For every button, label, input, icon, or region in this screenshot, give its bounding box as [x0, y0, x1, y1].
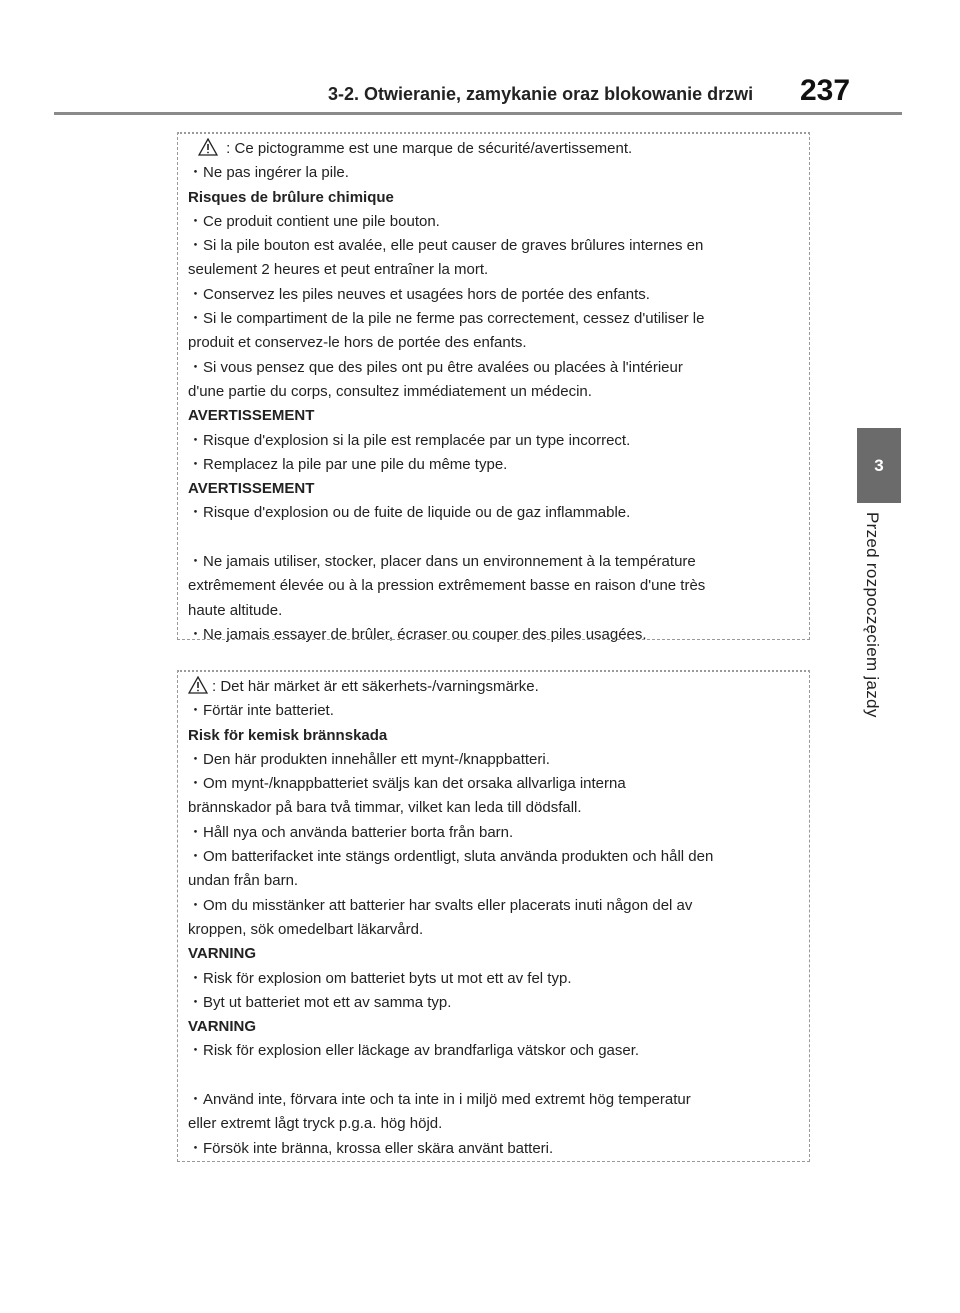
swedish-warning-box	[177, 670, 810, 1162]
warning-symbol-text: : Det här märket är ett säkerhets-/varningsmärke.	[212, 678, 539, 695]
box-line: ・Si vous pensez que des piles ont pu être avalées ou placées à l'intérieur	[188, 358, 683, 376]
box-heading: AVERTISSEMENT	[188, 480, 315, 498]
box-line: ・Förtär inte batteriet.	[188, 702, 334, 720]
box-line: ・Si le compartiment de la pile ne ferme pas correctement, cessez d'utiliser le	[188, 310, 705, 328]
box-line: extrêmement élevée ou à la pression extrêmement basse en raison d'une très	[188, 577, 706, 595]
box-line: ・Si la pile bouton est avalée, elle peut causer de graves brûlures internes en	[188, 237, 704, 255]
box-line: seulement 2 heures et peut entraîner la mort.	[188, 261, 489, 279]
box-line: ・Ce produit contient une pile bouton.	[188, 212, 440, 230]
box-line: ・Byt ut batteriet mot ett av samma typ.	[188, 993, 452, 1011]
box-line: ・Ne pas ingérer la pile.	[188, 164, 349, 182]
box-heading: AVERTISSEMENT	[188, 407, 315, 425]
box-line: ・Använd inte, förvara inte och ta inte in i miljö med extremt hög temperatur	[188, 1091, 691, 1109]
blank-line	[188, 1064, 799, 1088]
box-line: haute altitude.	[188, 601, 283, 619]
section-title: 3-2. Otwieranie, zamykanie oraz blokowanie drzwi	[328, 84, 754, 104]
box-line: produit et conservez-le hors de portée des enfants.	[188, 334, 527, 352]
chapter-title: Przed rozpoczęciem jazdy	[863, 512, 882, 718]
box-line: ・Risk för explosion om batteriet byts ut mot ett av fel typ.	[188, 969, 572, 987]
box-heading: VARNING	[188, 1018, 257, 1036]
box-line: ・Försök inte bränna, krossa eller skära använt batteri.	[188, 1139, 554, 1157]
header-rule	[54, 112, 902, 115]
box-heading: Risk för kemisk brännskada	[188, 726, 388, 744]
box-line: ・Remplacez la pile par une pile du même type.	[188, 455, 508, 473]
box-line	[188, 675, 799, 699]
box-line: eller extremt lågt tryck p.g.a. hög höjd.	[188, 1115, 443, 1133]
page-number: 237	[800, 74, 851, 107]
box-line: ・Ne jamais utiliser, stocker, placer dans un environnement à la température	[188, 553, 696, 571]
box-heading: Risques de brûlure chimique	[188, 188, 394, 206]
box-line: ・Om du misstänker att batterier har svalts eller placerats inuti någon del av	[188, 896, 693, 914]
blank-line	[188, 526, 799, 550]
box-line: brännskador på bara två timmar, vilket kan leda till dödsfall.	[188, 799, 582, 817]
box-line: ・Risk för explosion eller läckage av brandfarliga vätskor och gaser.	[188, 1042, 640, 1060]
box-line: ・Ne jamais essayer de brûler, écraser ou couper des piles usagées.	[188, 625, 647, 643]
box-line	[188, 137, 799, 161]
box-line: d'une partie du corps, consultez immédiatement un médecin.	[188, 382, 592, 400]
french-warning-box	[177, 132, 810, 643]
warning-symbol-text: : Ce pictogramme est une marque de sécurité/avertissement.	[222, 140, 633, 157]
box-line: kroppen, sök omedelbart läkarvård.	[188, 920, 424, 938]
box-heading: VARNING	[188, 945, 257, 963]
box-line: ・Om mynt-/knappbatteriet sväljs kan det orsaka allvarliga interna	[188, 775, 626, 793]
chapter-tab: 3	[857, 428, 901, 503]
box-line: ・Om batterifacket inte stängs ordentligt, sluta använda produkten och håll den	[188, 848, 714, 866]
box-line: undan från barn.	[188, 872, 299, 890]
box-line: ・Den här produkten innehåller ett mynt-/knappbatteri.	[188, 750, 550, 768]
box-line: ・Håll nya och använda batterier borta från barn.	[188, 823, 514, 841]
box-line: ・Conservez les piles neuves et usagées hors de portée des enfants.	[188, 285, 650, 303]
box-line: ・Risque d'explosion ou de fuite de liquide ou de gaz inflammable.	[188, 504, 631, 522]
box-line: ・Risque d'explosion si la pile est remplacée par un type incorrect.	[188, 431, 631, 449]
